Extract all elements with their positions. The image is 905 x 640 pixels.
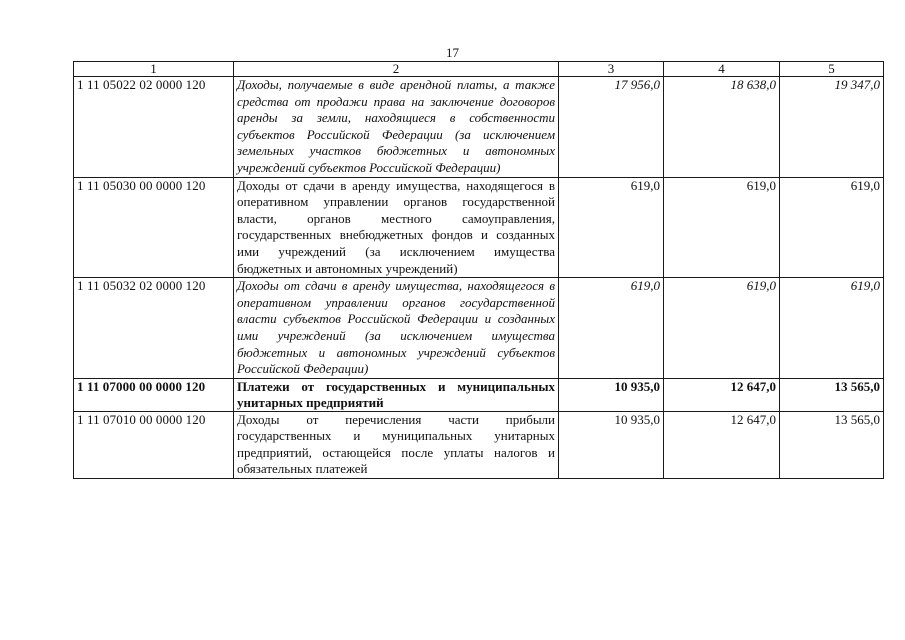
row-code: 1 11 05030 00 0000 120 <box>74 177 234 278</box>
table-row <box>74 278 884 379</box>
row-value-col4: 12 647,0 <box>664 411 780 478</box>
table-row <box>74 378 884 411</box>
row-value-col5: 13 565,0 <box>780 378 884 411</box>
row-value-col3: 10 935,0 <box>559 411 664 478</box>
row-description: Доходы, получаемые в виде арендной платы, а также средства от продажи права на заключение договоров аренды за земли, находящиеся в собственности субъектов Российской Федерации (за исключением земельных участков бюджетных и автономных учреждений субъектов Российской Федерации) <box>234 77 559 178</box>
row-value-col5: 619,0 <box>780 278 884 379</box>
row-value-col5: 619,0 <box>780 177 884 278</box>
row-description: Платежи от государственных и муниципальных унитарных предприятий <box>234 378 559 411</box>
row-description: Доходы от сдачи в аренду имущества, находящегося в оперативном управлении органов государственной власти, органов местного самоуправления, государственных внебюджетных фондов и созданных ими учреждений (за исключением имущества бюджетных и автономных учреждений) <box>234 177 559 278</box>
header-col-1: 1 <box>74 62 234 77</box>
row-value-col3: 10 935,0 <box>559 378 664 411</box>
row-value-col4: 619,0 <box>664 177 780 278</box>
table-row <box>74 77 884 178</box>
row-code: 1 11 07010 00 0000 120 <box>74 411 234 478</box>
row-code: 1 11 05022 02 0000 120 <box>74 77 234 178</box>
row-code: 1 11 05032 02 0000 120 <box>74 278 234 379</box>
row-description: Доходы от сдачи в аренду имущества, находящегося в оперативном управлении органов государственной власти субъектов Российской Федерации и созданных ими учреждений (за исключением имущества бюджетных и автономных учреждений субъектов Российской Федерации) <box>234 278 559 379</box>
row-value-col4: 619,0 <box>664 278 780 379</box>
table-row <box>74 177 884 278</box>
row-description: Доходы от перечисления части прибыли государственных и муниципальных унитарных предприятий, остающейся после уплаты налогов и обязательных платежей <box>234 411 559 478</box>
row-value-col4: 12 647,0 <box>664 378 780 411</box>
table-body <box>74 77 884 479</box>
row-code: 1 11 07000 00 0000 120 <box>74 378 234 411</box>
header-row <box>74 62 884 77</box>
header-col-2: 2 <box>234 62 559 77</box>
header-col-3: 3 <box>559 62 664 77</box>
row-value-col5: 13 565,0 <box>780 411 884 478</box>
header-col-4: 4 <box>664 62 780 77</box>
row-value-col3: 619,0 <box>559 177 664 278</box>
header-col-5: 5 <box>780 62 884 77</box>
row-value-col3: 17 956,0 <box>559 77 664 178</box>
table-header <box>74 62 884 77</box>
table-row <box>74 411 884 478</box>
page-number: 17 <box>446 45 459 60</box>
row-value-col4: 18 638,0 <box>664 77 780 178</box>
row-value-col5: 19 347,0 <box>780 77 884 178</box>
revenue-table <box>73 61 884 479</box>
row-value-col3: 619,0 <box>559 278 664 379</box>
